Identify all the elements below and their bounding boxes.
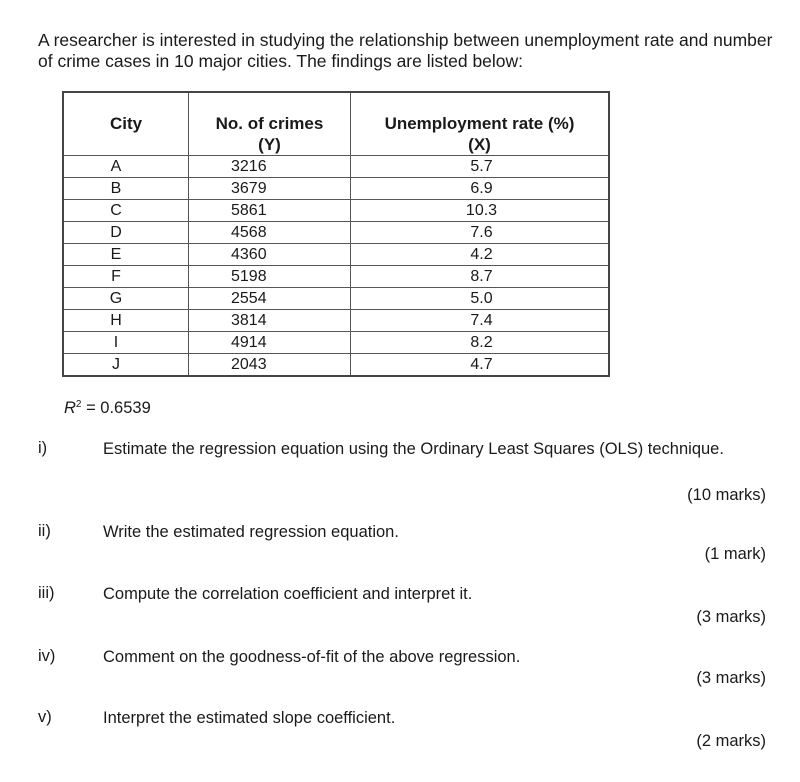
cell-city: G (63, 288, 189, 310)
r-squared-value: = 0.6539 (86, 399, 151, 417)
cell-crimes: 5861 (189, 200, 351, 222)
question-text: Compute the correlation coefficient and interpret it. (103, 585, 473, 603)
question-text: Comment on the goodness-of-fit of the above regression. (103, 648, 521, 666)
question-text: Write the estimated regression equation. (103, 523, 399, 541)
cell-crimes: 2043 (189, 354, 351, 377)
question-number: iii) (38, 584, 55, 602)
header-city-label: City (109, 114, 143, 133)
cell-rate: 7.6 (351, 222, 610, 244)
cell-rate: 4.7 (351, 354, 610, 377)
question-number: ii) (38, 522, 51, 540)
table-row (63, 244, 609, 266)
cell-rate: 8.7 (351, 266, 610, 288)
cell-rate: 6.9 (351, 178, 610, 200)
question-number: i) (38, 439, 48, 457)
question-text: Interpret the estimated slope coefficient. (103, 709, 396, 727)
header-city (63, 92, 189, 156)
r-squared (64, 399, 151, 418)
question-marks: (1 mark) (704, 545, 766, 563)
header-crimes-sub: (Y) (258, 135, 281, 154)
cell-rate: 8.2 (351, 332, 610, 354)
cell-city: D (63, 222, 189, 244)
question-marks: (2 marks) (696, 732, 766, 750)
header-crimes-label: No. of crimes (215, 114, 324, 133)
table-header-row (63, 92, 609, 156)
header-rate-label: Unemployment rate (%) (384, 114, 575, 133)
table-row (63, 266, 609, 288)
table-row (63, 310, 609, 332)
cell-city: A (63, 156, 189, 178)
cell-crimes: 5198 (189, 266, 351, 288)
cell-rate: 5.0 (351, 288, 610, 310)
table-row (63, 156, 609, 178)
question-marks: (3 marks) (696, 669, 766, 687)
cell-rate: 5.7 (351, 156, 610, 178)
r-exponent: 2 (75, 399, 82, 410)
cell-crimes: 4914 (189, 332, 351, 354)
question-text: Estimate the regression equation using the Ordinary Least Squares (OLS) technique. (103, 440, 724, 458)
cell-rate: 10.3 (351, 200, 610, 222)
cell-crimes: 3216 (189, 156, 351, 178)
cell-crimes: 4360 (189, 244, 351, 266)
cell-city: F (63, 266, 189, 288)
cell-city: J (63, 354, 189, 377)
table-row (63, 332, 609, 354)
cell-rate: 7.4 (351, 310, 610, 332)
cell-city: B (63, 178, 189, 200)
cell-city: E (63, 244, 189, 266)
header-rate (351, 92, 610, 156)
header-crimes (189, 92, 351, 156)
data-table (62, 91, 610, 377)
table-row (63, 200, 609, 222)
intro-paragraph: A researcher is interested in studying the relationship between unemployment rate and number of crime cases in 10 major cities. The findings are listed below: (38, 30, 773, 71)
cell-city: I (63, 332, 189, 354)
table-row (63, 178, 609, 200)
r-symbol: R (64, 399, 76, 417)
question-number: iv) (38, 647, 56, 665)
question-marks: (10 marks) (687, 486, 766, 504)
table-body (63, 156, 609, 377)
question-number: v) (38, 708, 52, 726)
cell-crimes: 3679 (189, 178, 351, 200)
cell-crimes: 4568 (189, 222, 351, 244)
table-row (63, 222, 609, 244)
cell-rate: 4.2 (351, 244, 610, 266)
cell-crimes: 2554 (189, 288, 351, 310)
header-rate-sub: (X) (468, 135, 491, 154)
question-marks: (3 marks) (696, 608, 766, 626)
table-row (63, 288, 609, 310)
cell-crimes: 3814 (189, 310, 351, 332)
cell-city: H (63, 310, 189, 332)
table-row (63, 354, 609, 377)
cell-city: C (63, 200, 189, 222)
